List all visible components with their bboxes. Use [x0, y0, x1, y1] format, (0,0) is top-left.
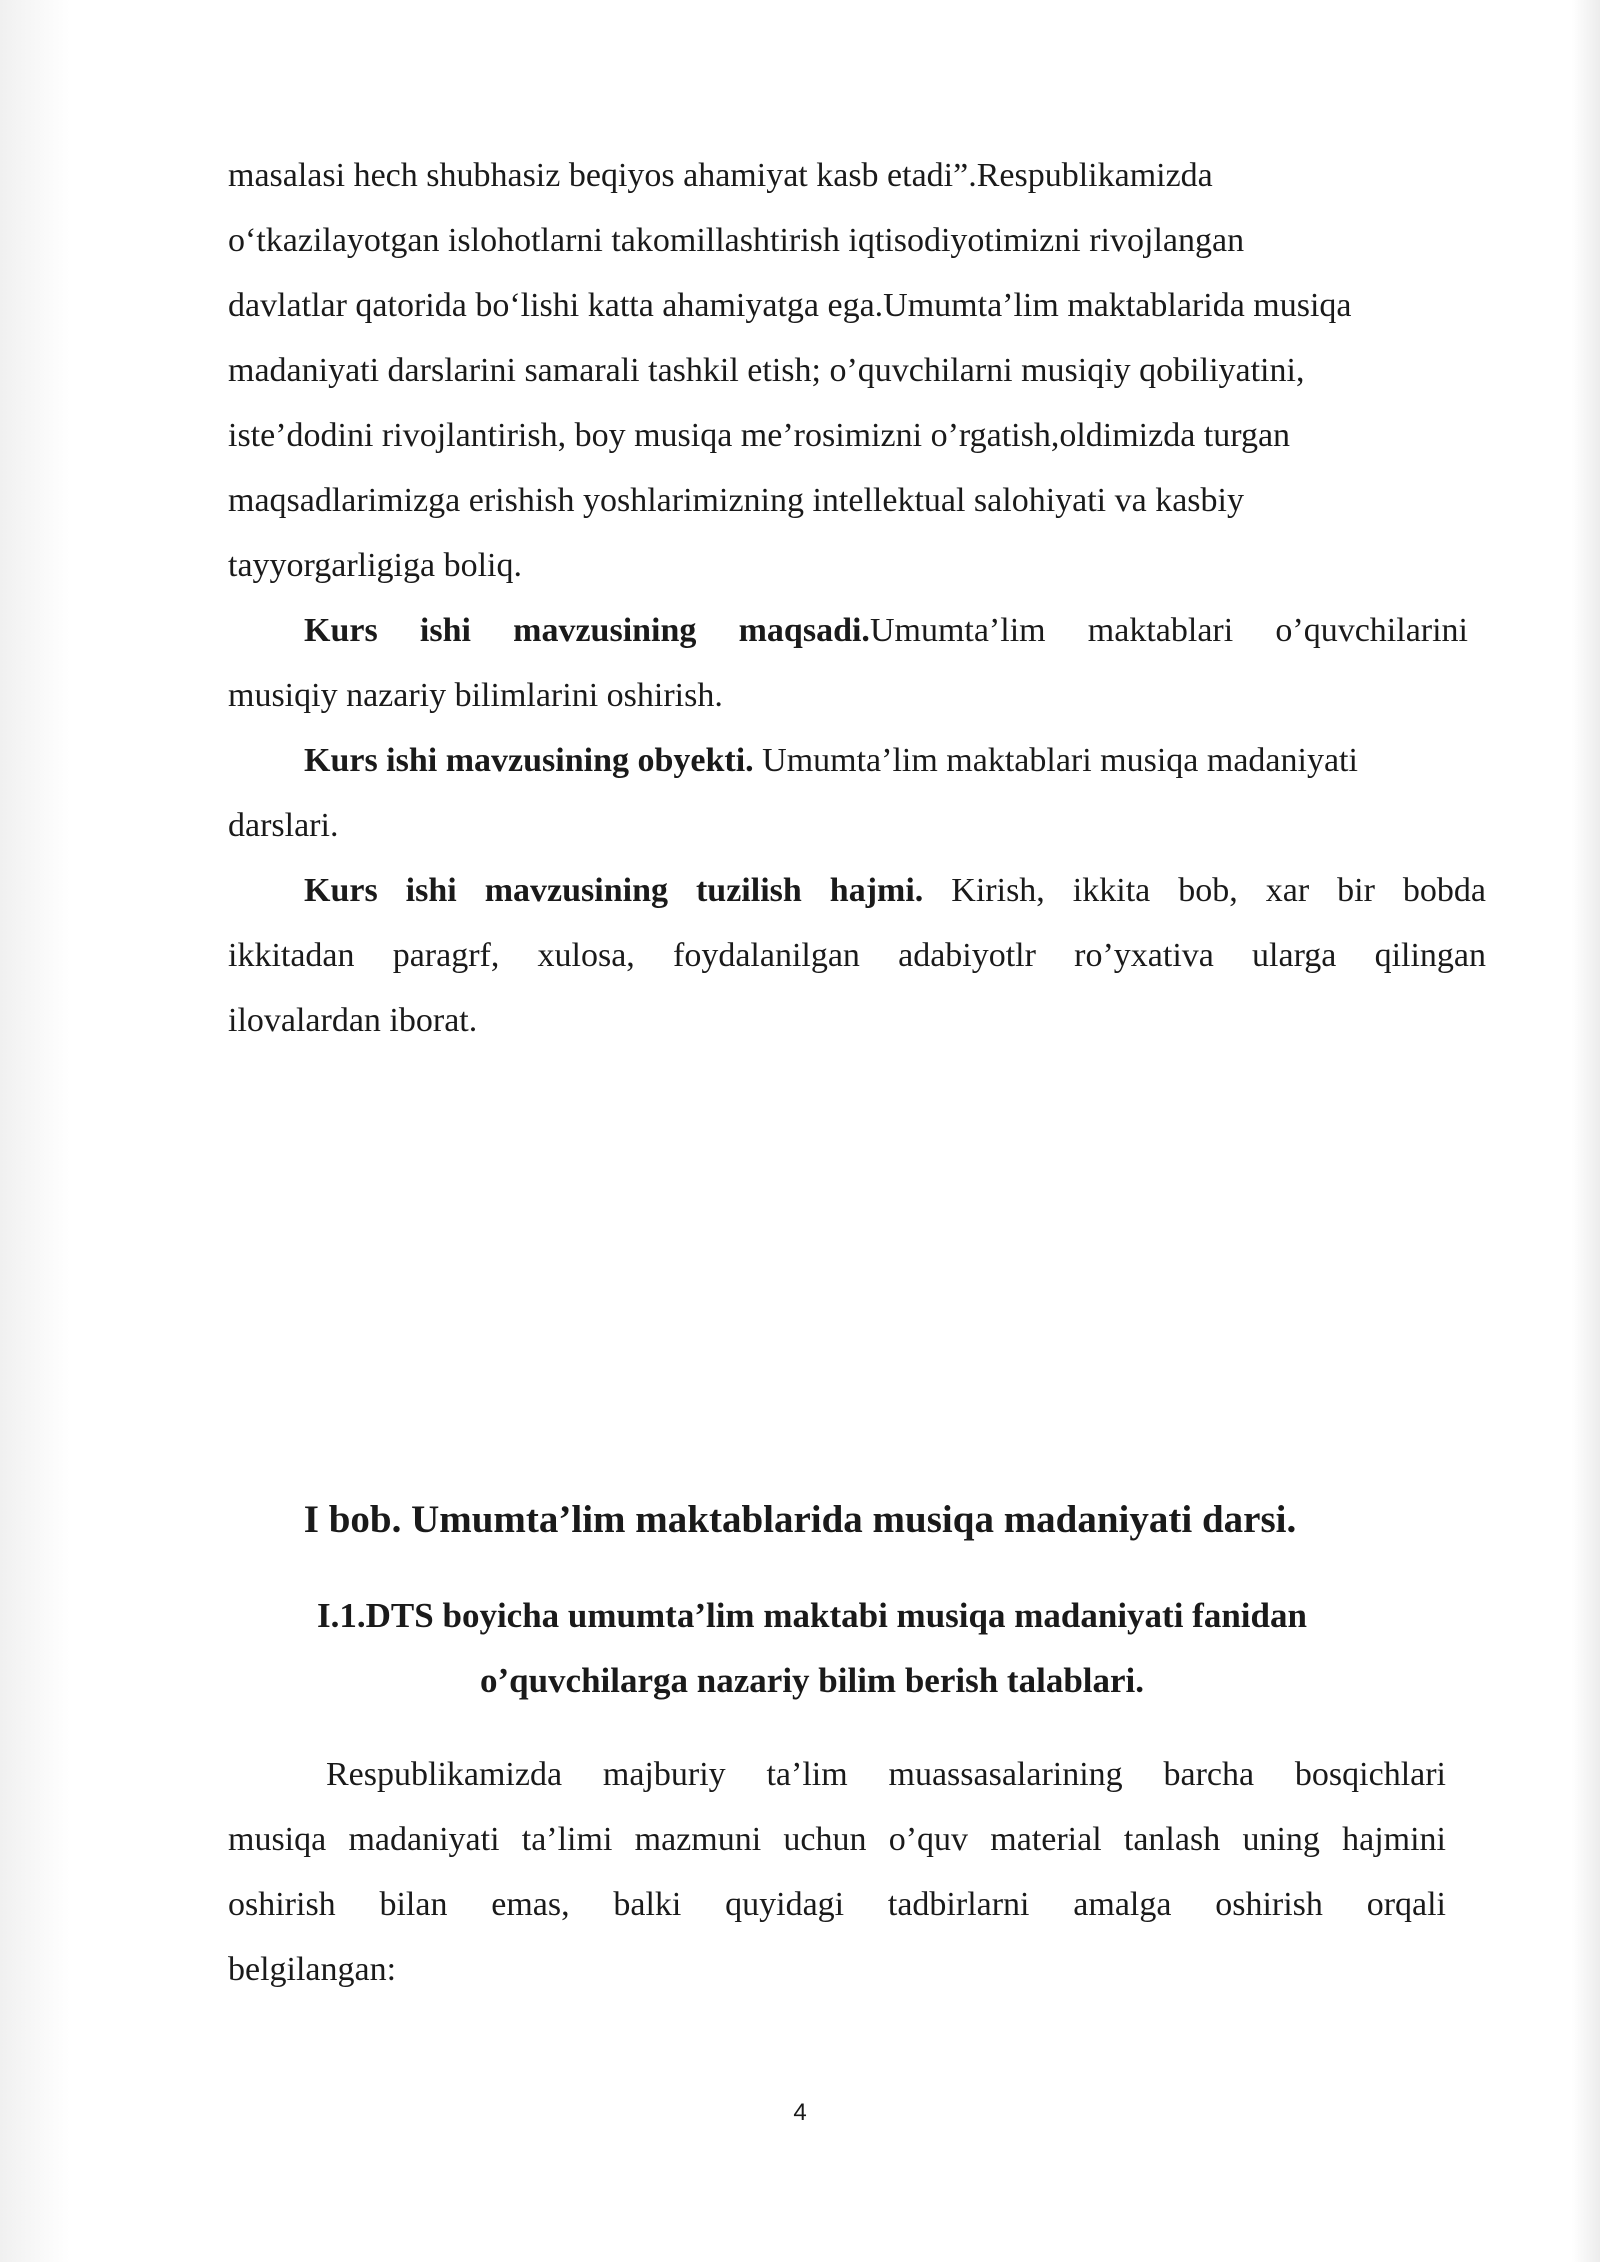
object-line-1 [228, 728, 1468, 793]
final-paragraph [228, 1742, 1446, 2002]
object-line-2: darslari. [228, 807, 339, 844]
goal-text: Umumta’lim maktablari o’quvchilarini [869, 612, 1468, 649]
final-line: musiqa madaniyati ta’limi mazmuni uchun o’quv material tanlash uning hajmini [228, 1821, 1446, 1858]
intro-line: tayyorgarligiga boliq. [228, 547, 522, 584]
goal-label: Kurs ishi mavzusining maqsadi. [304, 612, 870, 649]
chapter-title: I bob. Umumta’lim maktablarida musiqa madaniyati darsi. [303, 1498, 1297, 1541]
structure-label: Kurs ishi mavzusining tuzilish hajmi. [304, 872, 924, 909]
structure-line-2: ikkitadan paragrf, xulosa, foydalanilgan adabiyotlr ro’yxativa ularga qilingan [228, 937, 1486, 974]
intro-line: o‘tkazilayotgan islohotlarni takomillashtirish iqtisodiyotimizni rivojlangan [228, 222, 1245, 259]
final-line: belgilangan: [228, 1951, 397, 1988]
goal-line-2: musiqiy nazariy bilimlarini oshirish. [228, 677, 723, 714]
structure-text: Kirish, ikkita bob, xar bir bobda [923, 872, 1486, 909]
intro-line: davlatlar qatorida bo‘lishi katta ahamiyatga ega.Umumta’lim maktablarida musiqa [228, 287, 1352, 324]
scan-shadow-left [0, 0, 70, 2262]
intro-line: masalasi hech shubhasiz beqiyos ahamiyat kasb etadi”.Respublikamizda [228, 157, 1213, 194]
object-text: Umumta’lim maktablari musiqa madaniyati [753, 742, 1358, 779]
final-line: oshirish bilan emas, balki quyidagi tadbirlarni amalga oshirish orqali [228, 1886, 1446, 1923]
section-title-line-2: o’quvchilarga nazariy bilim berish talablari. [479, 1661, 1145, 1700]
intro-line: iste’dodini rivojlantirish, boy musiqa me’rosimizni o’rgatish,oldimizda turgan [228, 417, 1291, 454]
goal-line-1 [228, 598, 1468, 663]
intro-paragraph [228, 143, 1488, 598]
structure-paragraph [228, 858, 1486, 1053]
scan-shadow-right [1572, 0, 1600, 2262]
final-line: Respublikamizda majburiy ta’lim muassasalarining barcha bosqichlari [326, 1756, 1446, 1793]
object-label: Kurs ishi mavzusining obyekti. [304, 742, 754, 779]
object-paragraph [228, 728, 1468, 858]
goal-paragraph [228, 598, 1468, 728]
structure-line-3: ilovalardan iborat. [228, 1002, 478, 1039]
intro-line: maqsadlarimizga erishish yoshlarimizning intellektual salohiyati va kasbiy [228, 482, 1244, 519]
section-title-line-1: I.1.DTS boyicha umumta’lim maktabi musiqa madaniyati fanidan [317, 1596, 1307, 1635]
page-number: 4 [793, 2099, 807, 2126]
structure-line-1 [228, 858, 1486, 923]
intro-line: madaniyati darslarini samarali tashkil etish; o’quvchilarni musiqiy qobiliyatini, [228, 352, 1305, 389]
